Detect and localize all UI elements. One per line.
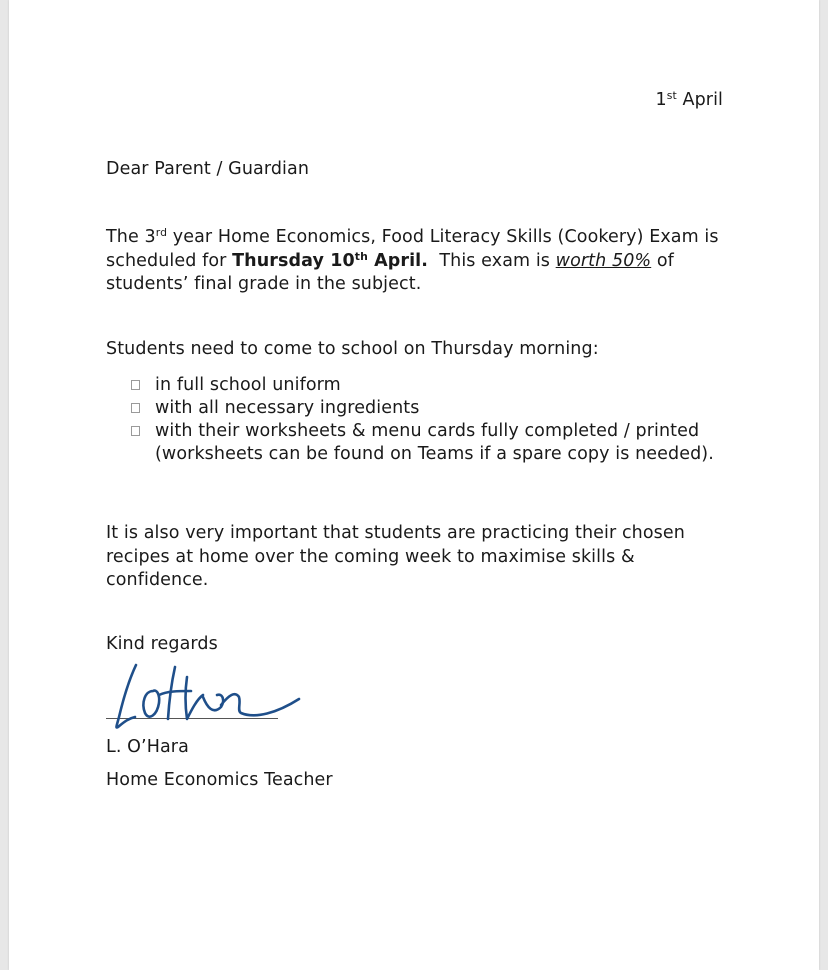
signatory-name: L. O’Hara [106, 737, 189, 757]
practice-paragraph: It is also very important that students are practicing their chosen recipes at home over the coming week to maximise skills & confidence. [106, 523, 685, 590]
grade-weight: worth 50% [555, 250, 652, 271]
checkbox-icon [131, 380, 140, 390]
list-item: with all necessary ingredients [130, 397, 740, 420]
signatory-role: Home Economics Teacher [106, 770, 333, 790]
exam-date: Thursday 10th April. [232, 249, 429, 271]
requirements-intro: Students need to come to school on Thursday morning: [106, 339, 599, 359]
handwritten-signature [105, 655, 305, 733]
salutation: Dear Parent / Guardian [106, 159, 310, 179]
list-item: in full school uniform [130, 374, 740, 397]
list-item: with their worksheets & menu cards fully completed / printed (worksheets can be found on Teams if a spare copy is needed). [130, 420, 740, 466]
checkbox-icon [131, 426, 140, 436]
closing: Kind regards [106, 634, 218, 654]
requirements-checklist [130, 374, 740, 466]
letter-page [9, 0, 819, 970]
exam-announcement-paragraph: The 3rd year Home Economics, Food Literacy Skills (Cookery) Exam is scheduled for Thursday 10th April. This exam is worth 50% of students’ final grade in the subject. [106, 226, 719, 294]
checkbox-icon [131, 403, 140, 413]
letter-date: 1st April [655, 89, 723, 110]
